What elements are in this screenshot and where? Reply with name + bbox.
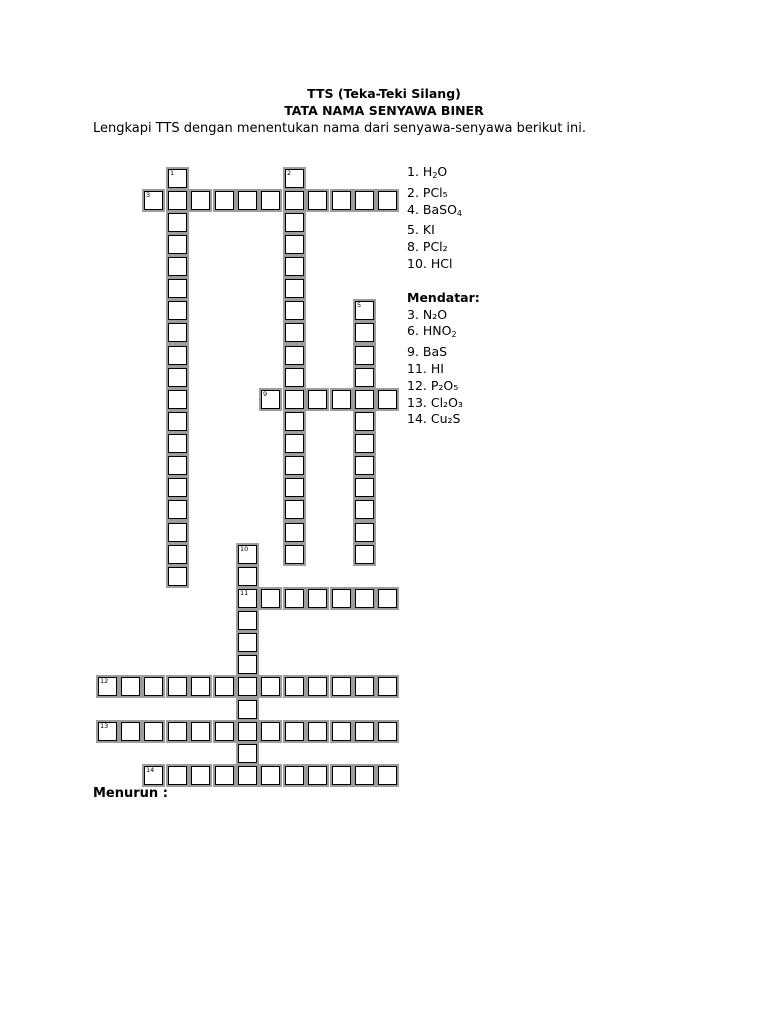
cell-number-2: 2: [287, 169, 292, 177]
crossword-cell[interactable]: [378, 390, 397, 409]
cell-number-14: 14: [146, 766, 155, 774]
crossword-cell[interactable]: [168, 213, 187, 232]
crossword-cell[interactable]: [168, 368, 187, 387]
crossword-cell[interactable]: [121, 677, 140, 696]
menurun-heading: Menurun :: [93, 786, 168, 801]
crossword-cell[interactable]: [168, 500, 187, 519]
crossword-cell[interactable]: [355, 478, 374, 497]
crossword-cell[interactable]: [168, 766, 187, 785]
crossword-cell[interactable]: [308, 589, 327, 608]
crossword-cell[interactable]: [308, 390, 327, 409]
page-subtitle: TATA NAMA SENYAWA BINER: [284, 103, 484, 118]
down-clue-item: 10. HCl: [407, 255, 453, 271]
crossword-cell[interactable]: [168, 257, 187, 276]
down-clue-item: 8. PCl₂: [407, 239, 448, 255]
crossword-cell[interactable]: [285, 191, 304, 210]
crossword-cell[interactable]: [355, 500, 374, 519]
crossword-cell[interactable]: [308, 191, 327, 210]
across-clue-item: 12. P₂O₅: [407, 377, 459, 393]
cell-number-12: 12: [100, 677, 109, 685]
crossword-cell[interactable]: [168, 478, 187, 497]
crossword-cell[interactable]: [285, 478, 304, 497]
crossword-cell[interactable]: [378, 191, 397, 210]
crossword-cell[interactable]: [215, 766, 234, 785]
cell-number-3: 3: [146, 191, 151, 199]
crossword-cell[interactable]: [215, 722, 234, 741]
crossword-cell[interactable]: [378, 677, 397, 696]
cell-number-10: 10: [240, 545, 249, 553]
crossword-cell[interactable]: [191, 677, 210, 696]
crossword-cell[interactable]: [121, 722, 140, 741]
crossword-cell[interactable]: [168, 412, 187, 431]
crossword-cell[interactable]: [308, 677, 327, 696]
crossword-cell[interactable]: [285, 235, 304, 254]
down-clue-item: 1. $H_2O$: [407, 164, 448, 180]
crossword-cell[interactable]: [168, 235, 187, 254]
crossword-cell[interactable]: [332, 677, 351, 696]
crossword-cell[interactable]: [168, 323, 187, 342]
crossword-cell[interactable]: [168, 545, 187, 564]
crossword-cell[interactable]: [332, 722, 351, 741]
crossword-cell[interactable]: [308, 766, 327, 785]
crossword-cell[interactable]: [285, 213, 304, 232]
crossword-cell[interactable]: [238, 722, 257, 741]
crossword-cell[interactable]: [144, 677, 163, 696]
instruction-text: Lengkapi TTS dengan menentukan nama dari senyawa-senyawa berikut ini.: [93, 121, 587, 136]
crossword-cell[interactable]: [355, 346, 374, 365]
across-clue-item: 13. Cl₂O₃: [407, 394, 463, 410]
crossword-cell[interactable]: [332, 191, 351, 210]
crossword-cell[interactable]: [378, 766, 397, 785]
crossword-cell[interactable]: [168, 456, 187, 475]
crossword-cell[interactable]: [355, 390, 374, 409]
cell-number-9: 9: [263, 390, 268, 398]
crossword-cell[interactable]: [378, 589, 397, 608]
crossword-cell[interactable]: [168, 722, 187, 741]
crossword-cell[interactable]: [285, 301, 304, 320]
crossword-cell[interactable]: [355, 412, 374, 431]
crossword-cell[interactable]: [238, 633, 257, 652]
crossword-cell[interactable]: [285, 279, 304, 298]
crossword-cell[interactable]: [332, 766, 351, 785]
crossword-cell[interactable]: [168, 523, 187, 542]
crossword-cell[interactable]: [191, 766, 210, 785]
down-clue-item: 5. KI: [407, 222, 435, 238]
crossword-cell[interactable]: [238, 567, 257, 586]
crossword-cell[interactable]: [261, 589, 280, 608]
crossword-cell[interactable]: [285, 368, 304, 387]
crossword-cell[interactable]: [285, 677, 304, 696]
crossword-cell[interactable]: [355, 456, 374, 475]
crossword-cell[interactable]: [332, 589, 351, 608]
crossword-cell[interactable]: [285, 722, 304, 741]
crossword-cell[interactable]: [285, 323, 304, 342]
crossword-cell[interactable]: [238, 700, 257, 719]
down-clue-item: 4. BaSO$_4$: [407, 201, 463, 218]
cell-number-11: 11: [240, 589, 249, 597]
crossword-cell[interactable]: [285, 390, 304, 409]
down-clue-item: 2. PCl₅: [407, 184, 448, 200]
across-clue-item: 9. BaS: [407, 344, 448, 360]
crossword-cell[interactable]: [168, 301, 187, 320]
crossword-cell[interactable]: [215, 677, 234, 696]
crossword-cell[interactable]: [168, 191, 187, 210]
crossword-cell[interactable]: [285, 257, 304, 276]
mendatar-heading: Mendatar:: [407, 289, 480, 305]
crossword-cell[interactable]: [355, 523, 374, 542]
crossword-cell[interactable]: [355, 368, 374, 387]
crossword-cell[interactable]: [285, 589, 304, 608]
across-clue-item: 6. $HNO_2$: [407, 323, 457, 340]
crossword-cell[interactable]: [285, 346, 304, 365]
crossword-cell[interactable]: [261, 766, 280, 785]
crossword-cell[interactable]: [215, 191, 234, 210]
crossword-cell[interactable]: [191, 191, 210, 210]
cell-number-5: 5: [357, 301, 362, 309]
crossword-cell[interactable]: [285, 523, 304, 542]
crossword-cell[interactable]: [261, 677, 280, 696]
cell-number-1: 1: [170, 169, 175, 177]
crossword-cell[interactable]: [285, 545, 304, 564]
crossword-cell[interactable]: [285, 412, 304, 431]
down-clues: [407, 164, 480, 273]
crossword-cell[interactable]: [285, 766, 304, 785]
cell-number-13: 13: [100, 722, 109, 730]
crossword-cell[interactable]: [355, 722, 374, 741]
crossword-cell[interactable]: [261, 722, 280, 741]
crossword-cell[interactable]: [238, 744, 257, 763]
clue-list: [407, 164, 480, 428]
across-clues: [407, 307, 480, 429]
crossword-cell[interactable]: [168, 346, 187, 365]
crossword-cell[interactable]: [168, 390, 187, 409]
crossword-cell[interactable]: [355, 191, 374, 210]
crossword-cell[interactable]: [168, 677, 187, 696]
crossword-cell[interactable]: [285, 500, 304, 519]
crossword-cell[interactable]: [238, 611, 257, 630]
crossword-cell[interactable]: [168, 567, 187, 586]
crossword-cell[interactable]: [238, 766, 257, 785]
crossword-cell[interactable]: [261, 191, 280, 210]
crossword-cell[interactable]: [238, 655, 257, 674]
crossword-cell[interactable]: [355, 434, 374, 453]
crossword-cell[interactable]: [355, 677, 374, 696]
crossword-cell[interactable]: [168, 279, 187, 298]
crossword-cell[interactable]: [238, 677, 257, 696]
page-title: TTS (Teka-Teki Silang): [307, 86, 461, 101]
across-clue-item: 3. N₂O: [407, 306, 448, 322]
crossword-cell[interactable]: [308, 722, 327, 741]
crossword-cell[interactable]: [238, 191, 257, 210]
crossword-cell[interactable]: [285, 434, 304, 453]
crossword-cell[interactable]: [355, 589, 374, 608]
crossword-cell[interactable]: [191, 722, 210, 741]
crossword-cell[interactable]: [332, 390, 351, 409]
crossword-cell[interactable]: [378, 722, 397, 741]
across-clue-item: 14. Cu₂S: [407, 411, 461, 427]
crossword-cell[interactable]: [285, 456, 304, 475]
across-clue-item: 11. HI: [407, 360, 444, 376]
crossword-cell[interactable]: [355, 766, 374, 785]
crossword-cell[interactable]: [355, 323, 374, 342]
crossword-cell[interactable]: [144, 722, 163, 741]
crossword-cell[interactable]: [168, 434, 187, 453]
crossword-cell[interactable]: [355, 545, 374, 564]
